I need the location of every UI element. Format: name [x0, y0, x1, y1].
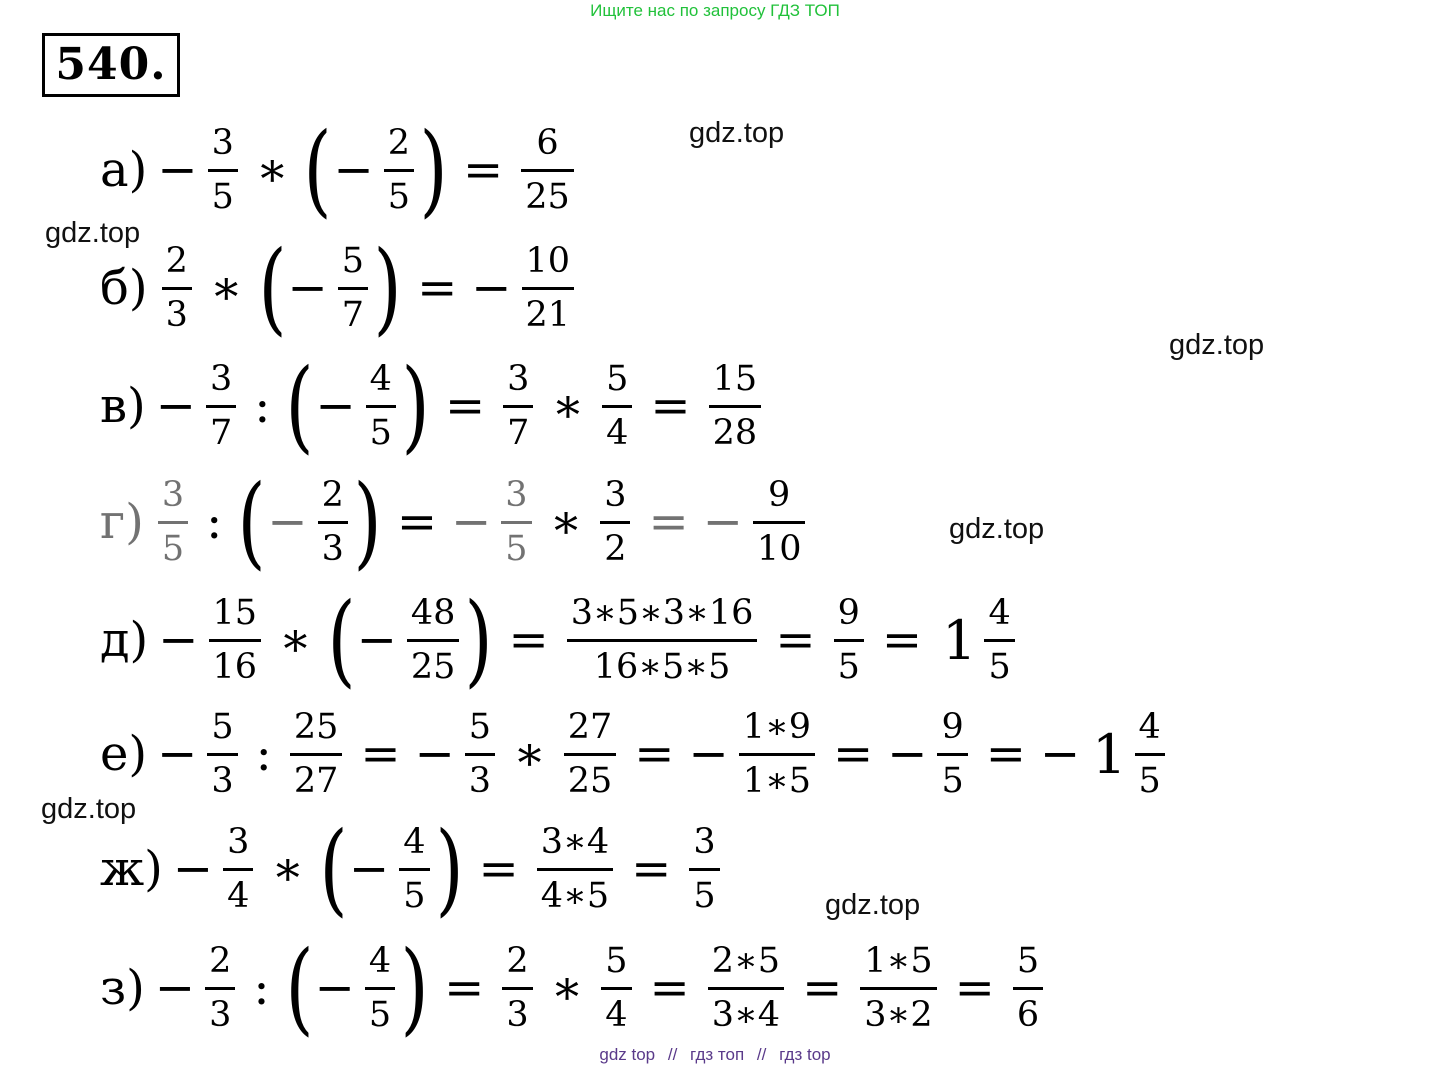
result-fraction: $\frac{6}{25}$: [521, 123, 574, 217]
result-fraction: $\frac{15}{28}$: [709, 359, 762, 453]
equals-sign: =: [648, 494, 689, 550]
equals-sign: =: [396, 494, 438, 550]
minus-sign: −: [688, 726, 729, 782]
equals-sign: =: [954, 960, 995, 1016]
fraction: $\frac{3}{4}$: [223, 822, 253, 916]
equals-sign: =: [417, 260, 458, 316]
minus-sign: −: [349, 841, 390, 897]
equation-d: [100, 581, 1019, 698]
operator: ∗: [551, 378, 585, 434]
item-label: а): [100, 142, 148, 198]
equals-sign: =: [649, 960, 690, 1016]
fraction: $\frac{5}{4}$: [601, 941, 631, 1035]
fraction: $\frac{5}{3}$: [465, 707, 495, 801]
minus-sign: −: [451, 494, 492, 550]
minus-sign: −: [315, 378, 356, 434]
operator: ∗: [513, 726, 546, 782]
watermark: gdz.top: [41, 793, 137, 825]
minus-sign: −: [471, 260, 512, 316]
watermark: gdz.top: [689, 117, 785, 149]
equals-sign: =: [802, 960, 843, 1016]
watermark: gdz.top: [45, 217, 141, 249]
fraction: $\frac{3}{5}$: [158, 475, 188, 569]
watermark: gdz.top: [825, 889, 921, 921]
fraction: $\frac{3}{7}$: [503, 359, 533, 453]
product-fraction: $\frac{3∗5∗3∗16}{16∗5∗5}$: [567, 593, 758, 687]
fraction: $\frac{25}{27}$: [290, 707, 343, 801]
operator: :: [255, 726, 272, 782]
footer-links: [0, 1045, 1430, 1065]
minus-sign: −: [356, 612, 397, 668]
task-number: 540.: [42, 33, 180, 97]
operator: ∗: [271, 841, 305, 897]
operator: ∗: [209, 260, 243, 316]
right-paren: ): [373, 229, 402, 346]
fraction: $\frac{5}{7}$: [338, 241, 368, 335]
operator: :: [254, 378, 271, 434]
equals-sign: =: [634, 726, 675, 782]
left-paren: (: [237, 463, 266, 580]
item-label: б): [100, 260, 148, 316]
fraction: $\frac{2}{3}$: [318, 475, 348, 569]
fraction: $\frac{4}{5}$: [365, 941, 395, 1035]
product-fraction: $\frac{1∗9}{1∗5}$: [739, 707, 815, 801]
left-paren: (: [303, 111, 333, 228]
left-paren: (: [285, 929, 314, 1046]
minus-sign: −: [158, 612, 199, 668]
equals-sign: =: [775, 612, 816, 668]
item-label: е): [100, 726, 148, 782]
operator: ∗: [550, 960, 584, 1016]
equals-sign: =: [360, 726, 401, 782]
fraction: $\frac{4}{5}$: [399, 822, 429, 916]
item-label: г): [100, 494, 144, 550]
equals-sign: =: [881, 612, 923, 668]
fraction: $\frac{27}{25}$: [564, 707, 617, 801]
whole-part: 1: [1092, 722, 1127, 786]
footer-separator: //: [756, 1045, 767, 1064]
left-paren: (: [327, 581, 356, 698]
equation-b: [100, 229, 578, 346]
equals-sign: =: [478, 841, 519, 897]
result-fraction: $\frac{5}{6}$: [1013, 941, 1043, 1035]
minus-sign: −: [414, 726, 455, 782]
equals-sign: =: [650, 378, 691, 434]
fraction: $\frac{2}{3}$: [205, 941, 235, 1035]
fraction: $\frac{3}{5}$: [208, 123, 238, 217]
footer-link[interactable]: гдз топ: [690, 1045, 745, 1064]
equals-sign: =: [631, 841, 672, 897]
left-paren: (: [285, 347, 314, 464]
item-label: з): [100, 960, 145, 1016]
equation-e: [100, 699, 1169, 809]
fraction: $\frac{5}{4}$: [602, 359, 632, 453]
footer-link[interactable]: gdz top: [599, 1045, 656, 1064]
top-banner: Ищите нас по запросу ГДЗ ТОП: [590, 1, 840, 20]
item-label: д): [100, 612, 149, 668]
operator: :: [253, 960, 270, 1016]
operator: ∗: [549, 494, 583, 550]
left-paren: (: [319, 810, 348, 927]
minus-sign: −: [287, 260, 328, 316]
equals-sign: =: [444, 960, 485, 1016]
fraction: $\frac{3}{5}$: [501, 475, 531, 569]
item-label: в): [100, 378, 146, 434]
minus-sign: −: [1039, 726, 1081, 782]
fraction: $\frac{2}{5}$: [384, 123, 414, 217]
right-paren: ): [434, 810, 464, 927]
right-paren: ): [353, 463, 382, 580]
product-fraction: $\frac{3∗4}{4∗5}$: [537, 822, 613, 916]
fraction: $\frac{48}{25}$: [407, 593, 460, 687]
equals-sign: =: [508, 612, 549, 668]
right-paren: ): [400, 929, 429, 1046]
right-paren: ): [464, 581, 494, 698]
fraction: $\frac{15}{16}$: [209, 593, 262, 687]
equals-sign: =: [833, 726, 874, 782]
result-fraction: $\frac{10}{21}$: [522, 241, 575, 335]
equation-zh: [100, 810, 724, 927]
fraction: $\frac{2}{3}$: [162, 241, 192, 335]
fraction: $\frac{9}{5}$: [834, 593, 864, 687]
product-fraction: $\frac{1∗5}{3∗2}$: [860, 941, 936, 1035]
minus-sign: −: [887, 726, 928, 782]
footer-link[interactable]: гдз top: [779, 1045, 831, 1064]
minus-sign: −: [267, 494, 308, 550]
minus-sign: −: [702, 494, 743, 550]
watermark: gdz.top: [949, 513, 1045, 545]
watermark: gdz.top: [1169, 329, 1265, 361]
equals-sign: =: [985, 726, 1026, 782]
item-label: ж): [100, 841, 163, 897]
equals-sign: =: [444, 378, 486, 434]
result-fraction: $\frac{4}{5}$: [984, 593, 1014, 687]
footer-separator: //: [667, 1045, 678, 1064]
minus-sign: −: [314, 960, 355, 1016]
equation-g: [100, 463, 809, 580]
equation-v: [100, 347, 765, 464]
minus-sign: −: [157, 726, 198, 782]
right-paren: ): [401, 347, 430, 464]
minus-sign: −: [157, 142, 198, 198]
result-fraction: $\frac{3}{5}$: [689, 822, 719, 916]
result-fraction: $\frac{4}{5}$: [1135, 707, 1165, 801]
fraction: $\frac{4}{5}$: [366, 359, 396, 453]
minus-sign: −: [155, 378, 196, 434]
fraction: $\frac{2}{3}$: [502, 941, 532, 1035]
minus-sign: −: [154, 960, 196, 1016]
equals-sign: =: [463, 142, 504, 198]
fraction: $\frac{9}{5}$: [937, 707, 967, 801]
fraction: $\frac{5}{3}$: [207, 707, 237, 801]
fraction: $\frac{3}{2}$: [600, 475, 630, 569]
equation-z: [100, 929, 1047, 1046]
result-fraction: $\frac{9}{10}$: [753, 475, 806, 569]
fraction: $\frac{3}{7}$: [206, 359, 236, 453]
operator: ∗: [279, 612, 312, 668]
product-fraction: $\frac{2∗5}{3∗4}$: [708, 941, 784, 1035]
operator: ∗: [255, 142, 289, 198]
right-paren: ): [419, 111, 448, 228]
whole-part: 1: [942, 608, 977, 672]
equation-a: [100, 111, 578, 228]
operator: :: [206, 494, 223, 550]
left-paren: (: [257, 229, 287, 346]
minus-sign: −: [333, 142, 374, 198]
minus-sign: −: [172, 841, 214, 897]
